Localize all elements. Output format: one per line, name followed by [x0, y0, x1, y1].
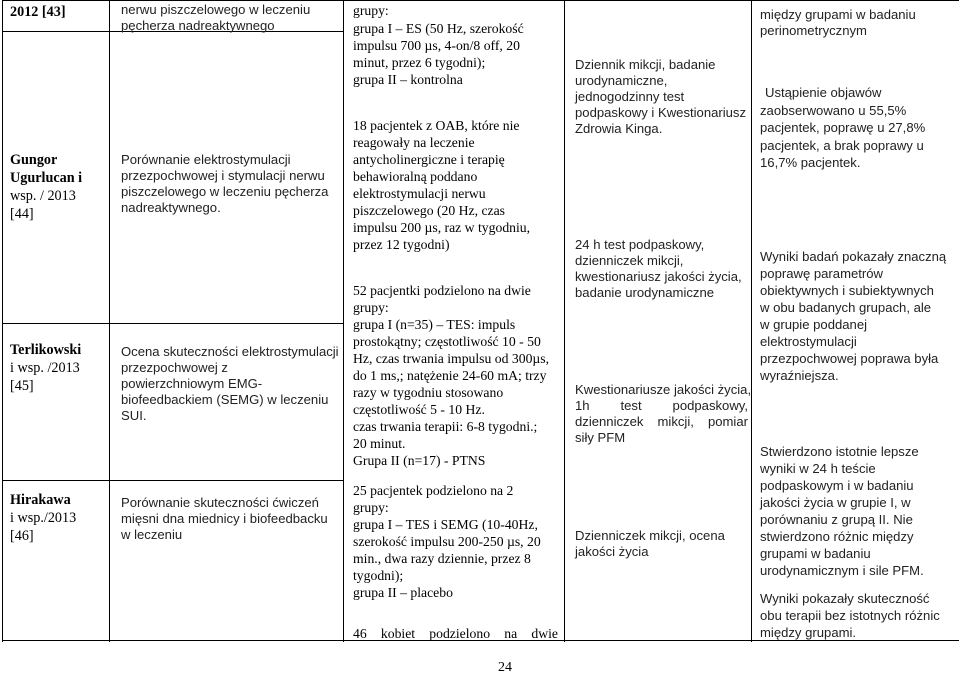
results-text: Ustąpienie objawów [765, 85, 882, 100]
methods-text: elektrostymulacji nerwu [353, 186, 486, 201]
aim-text: powierzchniowym EMG- [121, 376, 263, 391]
tools-text: badanie urodynamiczne [575, 285, 715, 300]
methods-text: częstotliwość 5 - 10 Hz. [353, 402, 485, 417]
aim-text: piszczelowego w leczeniu pęcherza [121, 184, 329, 199]
aim-text: w leczeniu [121, 527, 183, 542]
cell-author [3, 481, 110, 641]
methods-text: behawioralną poddano [353, 169, 478, 184]
results-text: między grupami. [760, 625, 857, 640]
cell-aim [110, 32, 344, 324]
results-text: elektrostymulacji [760, 334, 857, 349]
methods-text: 25 pacjentek podzielono na 2 [353, 483, 514, 498]
tools-text: jednogodzinny test [575, 89, 685, 104]
page-number: 24 [498, 660, 512, 675]
author-year-text: [45] [10, 378, 34, 394]
tools-text: jakości życia [575, 544, 649, 559]
author-year-text: [44] [10, 206, 34, 222]
author-year-text: [46] [10, 528, 34, 544]
methods-text: 46 kobiet podzielono na dwie [353, 626, 558, 641]
methods-text: grupy: [353, 3, 389, 18]
cell-author [3, 32, 110, 324]
results-text: pacjentek, poprawę u 27,8% [760, 120, 926, 135]
results-text: grupami w badaniu [760, 546, 871, 561]
methods-text: grupa I (n=35) – TES: impuls [353, 317, 516, 332]
studies-table [2, 0, 959, 641]
methods-text: razy w tygodniu stosowano [353, 385, 504, 400]
aim-text: Porównanie skuteczności ćwiczeń [121, 495, 319, 510]
methods-text: piszczelowego (20 Hz, czas [353, 203, 506, 218]
author-year-text: wsp. / 2013 [10, 188, 76, 204]
methods-text: tygodni); [353, 568, 404, 583]
tools-text: Dzienniczek mikcji, ocena [575, 528, 725, 543]
methods-text: antycholinergiczne i terapię [353, 152, 505, 167]
results-text: 16,7% pacjentek. [760, 155, 861, 170]
aim-text: przezpochwowej z [121, 360, 228, 375]
results-text: obu terapii bez istotnych różnic [760, 608, 940, 623]
results-text: pacjentek, a brak poprawy u [760, 138, 924, 153]
cell-aim [110, 481, 344, 641]
author-year-text: Terlikowski [10, 342, 82, 358]
aim-text: przezpochwowej i stymulacji nerwu [121, 168, 325, 183]
methods-text: grupa II – kontrolna [353, 72, 463, 87]
tools-text: dzienniczek mikcji, pomiar [575, 414, 748, 429]
aim-text: nerwu piszczelowego w leczeniu [121, 2, 311, 17]
methods-text: 20 minut. [353, 436, 406, 451]
results-text: jakości życia w grupie I, w [760, 495, 911, 510]
results-text: zaobserwowano u 55,5% [760, 103, 907, 118]
aim-text: mięsni dna miednicy i biofeedbacku [121, 511, 328, 526]
methods-text: do 1 ms,; natężenie 24-60 mA; trzy [353, 368, 547, 383]
results-text: wyniki w 24 h teście [760, 461, 876, 476]
table-row [3, 1, 959, 32]
results-text: Wyniki badań pokazały znaczną [760, 249, 947, 264]
results-text: w grupie poddanej [760, 317, 868, 332]
cell-aim [110, 1, 344, 32]
methods-text: 52 pacjentki podzielono na dwie [353, 283, 531, 298]
methods-text: szerokość impulsu 200-250 µs, 20 [353, 534, 541, 549]
aim-text: Porównanie elektrostymulacji [121, 152, 291, 167]
cell-methods [344, 1, 565, 641]
methods-text: grupy: [353, 500, 389, 515]
tools-text: siły PFM [575, 430, 626, 445]
author-year-text: Gungor [10, 152, 58, 168]
tools-text: kwestionariusz jakości życia, [575, 269, 742, 284]
results-text: Wyniki pokazały skuteczność [760, 591, 930, 606]
methods-text: 18 pacjentek z OAB, które nie [353, 118, 520, 133]
tools-text: urodynamiczne, [575, 73, 668, 88]
cell-results [752, 1, 959, 641]
methods-text: min., dwa razy dziennie, przez 8 [353, 551, 531, 566]
author-year-text: i wsp. /2013 [10, 360, 80, 376]
methods-text: impulsu 700 µs, 4-on/8 off, 20 [353, 38, 520, 53]
results-text: Stwierdzono istotnie lepsze [760, 444, 919, 459]
tools-text: Kwestionariusze jakości życia, [575, 382, 752, 397]
results-text: stwierdzono różnic między [760, 529, 914, 544]
author-year-text: Hirakawa [10, 492, 71, 508]
author-year-text: 2012 [43] [10, 4, 66, 20]
tools-text: dzienniczek mikcji, [575, 253, 684, 268]
aim-text: SUI. [121, 408, 147, 423]
methods-text: prostokątny; częstotliwość 10 - 50 [353, 334, 541, 349]
results-text: przezpochwowej poprawa była [760, 351, 939, 366]
methods-text: grupa I – ES (50 Hz, szerokość [353, 21, 524, 36]
methods-text: grupy: [353, 300, 389, 315]
tools-text: 1h test podpaskowy, [575, 398, 748, 413]
results-text: urodynamicznym i sile PFM. [760, 563, 924, 578]
tools-text: Zdrowia Kinga. [575, 121, 663, 136]
cell-aim [110, 324, 344, 481]
methods-text: Hz, czas trwania impulsu od 300µs, [353, 351, 550, 366]
methods-text: grupa II – placebo [353, 585, 453, 600]
cell-author [3, 1, 110, 32]
author-year-text: i wsp./2013 [10, 510, 77, 526]
tools-text: podpaskowy i Kwestionariusz [575, 105, 747, 120]
results-text: porównaniu z grupą II. Nie [760, 512, 913, 527]
methods-text: czas trwania terapii: 6-8 tygodni.; [353, 419, 538, 434]
tools-text: Dziennik mikcji, badanie [575, 57, 716, 72]
aim-text: biofeedbackiem (SEMG) w leczeniu [121, 392, 329, 407]
cell-author [3, 324, 110, 481]
results-text: wyraźniejsza. [760, 368, 839, 383]
results-text: między grupami w badaniu [760, 7, 916, 22]
results-text: podpaskowym i w badaniu [760, 478, 914, 493]
methods-text: impulsu 200 µs, raz w tygodniu, [353, 220, 531, 235]
author-year-text: Ugurlucan i [10, 170, 83, 186]
methods-text: minut, przez 6 tygodni); [353, 55, 486, 70]
tools-text: 24 h test podpaskowy, [575, 237, 705, 252]
methods-text: grupa I – TES i SEMG (10-40Hz, [353, 517, 538, 532]
results-text: obiektywnych i subiektywnych [760, 283, 934, 298]
aim-text: Ocena skuteczności elektrostymulacji [121, 344, 339, 359]
cell-tools [565, 1, 752, 641]
methods-text: reagowały na leczenie [353, 135, 475, 150]
methods-text: przez 12 tygodni) [353, 237, 450, 252]
aim-text: pęcherza nadreaktywnego [121, 18, 275, 33]
results-text: poprawę parametrów [760, 266, 883, 281]
aim-text: nadreaktywnego. [121, 200, 221, 215]
results-text: perinometrycznym [760, 23, 867, 38]
methods-text: Grupa II (n=17) - PTNS [353, 453, 486, 468]
results-text: w obu badanych grupach, ale [760, 300, 932, 315]
